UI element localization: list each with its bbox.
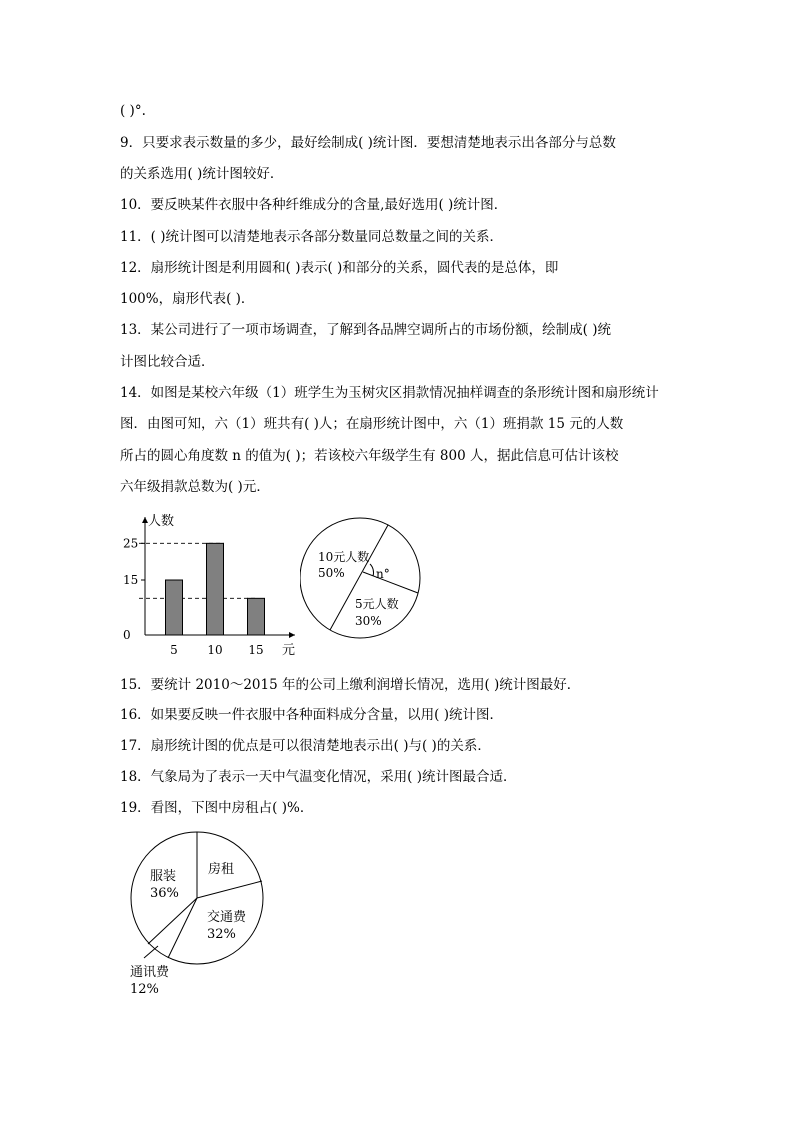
y-axis-label: 人数 [148, 514, 175, 529]
pie-chart-donation [300, 515, 430, 645]
slice-label-clothing: 服装 [150, 869, 177, 884]
text-line: 15．要统计 2010～2015 年的公司上缴利润增长情况，选用( )统计图最好． [120, 677, 581, 693]
pie-chart-expenses [120, 828, 280, 998]
slice-label-10: 10元人数 [318, 550, 370, 564]
text-line: 19．看图，下图中房租占( )%． [120, 800, 314, 816]
y-tick-label: 15 [123, 573, 139, 587]
text-line: 17．扇形统计图的优点是可以很清楚地表示出( )与( )的关系． [120, 738, 491, 754]
angle-label: n° [376, 567, 390, 581]
x-tick-label: 15 [248, 643, 264, 657]
y-tick-label: 0 [123, 628, 131, 642]
slice-label-rent: 房租 [208, 862, 235, 877]
text-line: 13．某公司进行了一项市场调查，了解到各品牌空调所占的市场份额，绘制成( )统 [120, 322, 612, 338]
x-tick-label: 5 [170, 643, 178, 657]
slice-value-telecom: 12% [130, 982, 159, 997]
text-line: 16．如果要反映一件衣服中各种面料成分含量，以用( )统计图． [120, 707, 504, 723]
x-axis-label: 元 [282, 643, 296, 658]
text-line: 计图比较合适． [120, 354, 215, 370]
slice-value-transport: 32% [207, 927, 236, 942]
slice-value-clothing: 36% [150, 886, 179, 901]
bar-5 [166, 580, 183, 635]
slice-value-10: 50% [318, 566, 345, 580]
text-line: 11．( )统计图可以清楚地表示各部分数量同总数量之间的关系． [120, 229, 504, 245]
text-line: ( )°. [120, 103, 146, 119]
slice-label-telecom: 通讯费 [130, 965, 170, 980]
leader-line [144, 946, 158, 958]
text-line: 18．气象局为了表示一天中气温变化情况，采用( )统计图最合适． [120, 769, 517, 785]
text-line: 12．扇形统计图是利用圆和( )表示( )和部分的关系，圆代表的是总体，即 [120, 260, 559, 276]
x-tick-label: 10 [207, 643, 223, 657]
bar-chart [110, 505, 310, 665]
text-line: 图．由图可知，六（1）班共有( )人；在扇形统计图中，六（1）班捐款 15 元的人数 [120, 416, 624, 432]
slice-label-5: 5元人数 [355, 597, 399, 611]
text-line: 100%，扇形代表( )． [120, 291, 255, 307]
bar-10 [207, 543, 224, 635]
text-line: 的关系选用( )统计图较好． [120, 166, 284, 182]
y-tick-label: 25 [123, 536, 139, 551]
bar-15 [248, 598, 265, 635]
text-line: 14．如图是某校六年级（1）班学生为玉树灾区捐款情况抽样调查的条形统计图和扇形统计 [120, 385, 659, 401]
text-line: 10．要反映某件衣服中各种纤维成分的含量,最好选用( )统计图． [120, 197, 508, 213]
text-line: 所占的圆心角度数 n 的值为( )；若该校六年级学生有 800 人，据此信息可估计该校 [120, 448, 619, 464]
slice-label-transport: 交通费 [207, 910, 247, 925]
slice-value-5: 30% [355, 614, 382, 628]
text-line: 9．只要求表示数量的多少，最好绘制成( )统计图．要想清楚地表示出各部分与总数 [120, 135, 616, 151]
text-line: 六年级捐款总数为( )元． [120, 479, 270, 495]
